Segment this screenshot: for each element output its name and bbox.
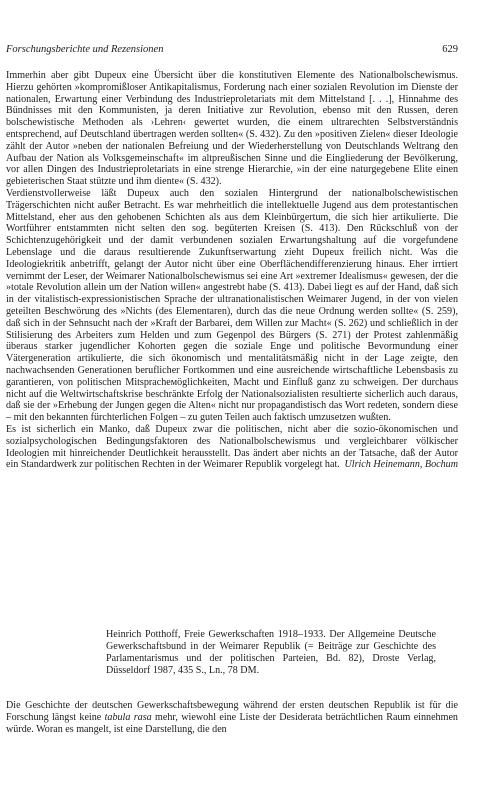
- running-header: [6, 44, 458, 55]
- body-paragraph-2: Verdienstvollerweise läßt Dupeux auch den sozialen Hintergrund der nationalbolschewistischen Trägerschichten nicht außer Betracht. Es war mehrheitlich die intellektuelle Jugend aus dem protestantischen Mittelstand, eher aus den gehobenen Schichten als aus dem Kleinbürgertum, die sich hier artikulierte. Die Wortführer entstammten nicht selten den sog. begüterten Kreisen (S. 413). Den Rückschluß von der Schichtenzugehörigkeit und der damit verbundenen sozialen Erwartungshaltung auf die vorgefundene Lebenslage und die daraus resultierende Zukunftserwartung zieht Dupeux freilich nicht. Was die Ideologiekritik anbetrifft, gelangt der Autor nicht über eine Oberflächendifferenzierung hinaus. Eher irrtiert vernimmt der Leser, der Weimarer Nationalbolschewismus sei eine Art »extremer Idealismus« gewesen, der die »totale Revolution allein um der Nation willen« angestrebt habe (S. 413). Dabei liegt es auf der Hand, daß sich in der vitalistisch-expressionistischen Sprache der ultranationalistischen Weimarer Jugend, in der von vielen geteilten Beschwörung des »Nichts (des Elementaren), durch das die neue Ordnung werden sollte« (S. 259), daß sich in der Sehnsucht nach der »Kraft der Barbarei, dem Willen zur Macht« (S. 262) und schließlich in der Stilisierung des Arbeiters zum Helden und zum Gegenpol des Bürgers (S. 271) der Protest zahlenmäßig überaus starker jugendlicher Kohorten gegen die soziale Enge und politische Bevormundung einer Vätergeneration artikulierte, die sich ökonomisch und mentalitätsmäßig nicht in der Lage zeigte, den nachwachsenden Generationen beruflicher Fortkommen und eine ausreichende wirtschaftliche Lebensbasis zu garantieren, von politischen Mitspracheмöglichkeiten, Macht und Einfluß ganz zu schweigen. Der durchaus nicht auf die Weltwirtschaftskrise beschränkte Erfolg der Nationalsozialisten resultierte sicherlich auch daraus, daß sie der »Erhebung der Jungen gegen die Alten« nicht nur propagandistisch das Wort redeten, sondern diese – mit den bekannten fürchterlichen Folgen – zu guten Teilen auch faktisch umzusetzen wußten.: [6, 187, 458, 424]
- body-paragraph-1: Immerhin aber gibt Dupeux eine Übersicht über die konstitutiven Elemente des Nationalbolschewismus. Hierzu gehörten »kompromißloser Antikapitalismus, Forderung nach einer sozialen Revolution im Dienste der nationalen, Erwartung einer Verbindung des Industrieproletariats mit dem Mittelstand [. . .], Hinnahme des Bündnisses mit den Kommunisten, ja deren Initiative zur Revolution, ebenso mit den Russen, deren bolschewistische Methoden als ›Lehren‹ gewertet wurden, die einem ultrarechten Selbstverständnis entsprechend, auf Deutschland übertragen werden sollten« (S. 432). Zu den »positiven Zielen« dieser Ideologie zählt der Autor »neben der nationalen Befreiung und der Wiederherstellung von Deutschlands Weltrang den Aufbau der Nation als Volksgemeinschaft« im altpreußischen Sinne und die Eingliederung der Bevölkerung, vor allen Dingen des Industrieproletariats in eine strenge Hierarchie, »in der eine naturgegebene Elite einen gebieterischen Staat stützte und ihm diente« (S. 432).: [6, 70, 458, 188]
- next-review-lead: Die Geschichte der deutschen Gewerkschaftsbewegung während der ersten deutschen Republik ist für die Forschung längst keine: [6, 700, 458, 723]
- book-reference: Heinrich Potthoff, Freie Gewerkschaften 1918–1933. Der Allgemeine Deutsche Gewerkschaftsbund in der Weimarer Republik (= Beiträge zur Geschichte des Parlamentarismus und der politischen Parteien, Bd. 82), Droste Verlag, Düsseldorf 1987, 435 S., Ln., 78 DM.: [106, 629, 436, 676]
- next-review-rest: mehr, wiewohl eine Liste der Desiderata beträchtlichen Raum einnehmen würde. Woran es mangelt, ist eine Darstellung, die den: [6, 711, 458, 735]
- next-review-emphasis: tabula rasa: [104, 711, 152, 723]
- reviewer-signature: Ulrich Heinemann, Bochum: [344, 459, 458, 471]
- body-paragraph-3: [6, 424, 458, 471]
- next-review-text: [6, 700, 458, 735]
- review-body: [6, 70, 458, 471]
- page-number: 629: [442, 44, 458, 55]
- body-paragraph-3-text: Es ist sicherlich ein Manko, daß Dupeux zwar die politischen, nicht aber die sozio-ökonomischen und sozialpsychologischen Bedingungsfaktoren des Nationalbolschewismus und vergleichbarer völkischer Ideologien mit hinreichender Deutlichkeit herausstellt. Das ändert aber nichts an der Tatsache, daß der Autor ein Standardwerk zur politischen Rechten in der Weimarer Republik vorgelegt hat.: [6, 423, 458, 471]
- section-title: Forschungsberichte und Rezensionen: [6, 44, 164, 55]
